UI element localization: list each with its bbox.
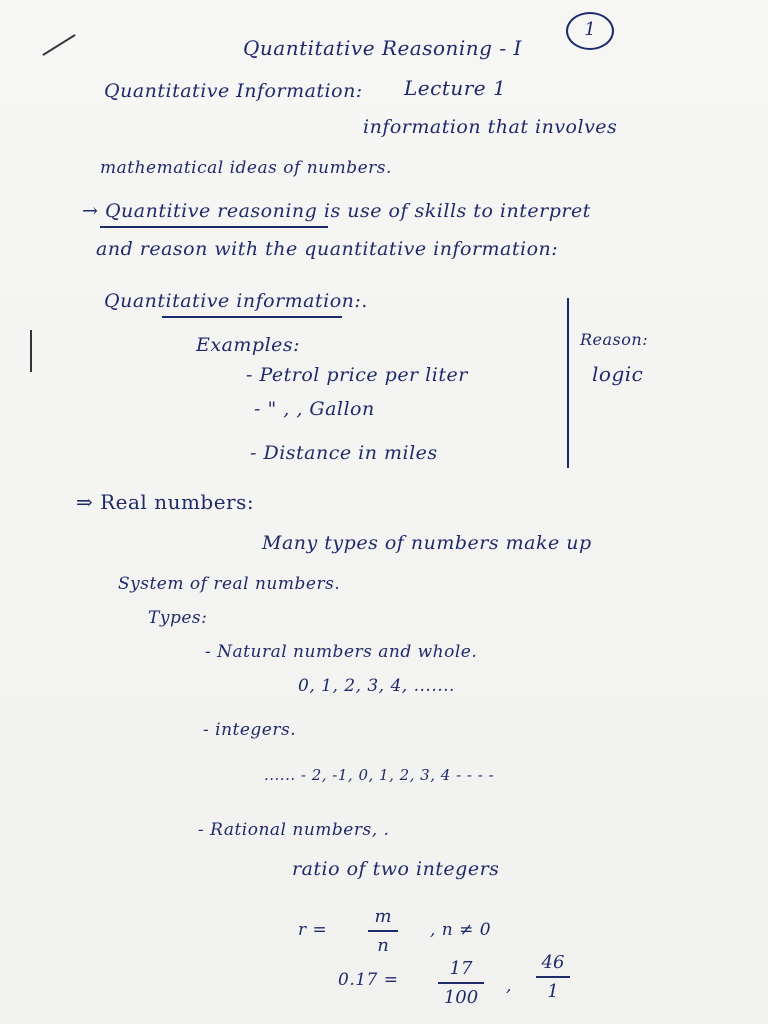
example-item: - " , , Gallon (254, 398, 375, 420)
qr-underline (100, 226, 328, 228)
fraction-46-1 (536, 952, 570, 1002)
real-numbers-line2: System of real numbers. (118, 574, 341, 594)
m-over-n-fraction (368, 906, 398, 956)
examples-label: Examples: (196, 334, 301, 356)
fraction-denominator: 100 (443, 987, 479, 1008)
integers-label: - integers. (203, 720, 297, 740)
page-number: 1 (584, 19, 596, 40)
natural-values: 0, 1, 2, 3, 4, ....... (298, 676, 455, 696)
examples-heading-underline (162, 316, 342, 318)
qr-definition-line1: → Quantitive reasoning is use of skills to interpret (82, 200, 591, 222)
types-label: Types: (148, 608, 208, 628)
rational-label: - Rational numbers, . (198, 820, 390, 840)
integer-values: ...... - 2, -1, 0, 1, 2, 3, 4 - - - - (264, 766, 495, 784)
example-separator: , (506, 976, 512, 996)
real-numbers-heading: ⇒ Real numbers: (76, 490, 255, 514)
reason-value: logic (592, 362, 644, 386)
fraction-bar (536, 976, 570, 978)
page-number-circle (566, 12, 614, 50)
fraction-denominator: n (377, 935, 389, 956)
examples-heading: Quantitative information:. (104, 290, 368, 312)
r-condition: , n ≠ 0 (430, 920, 492, 940)
divider-line (567, 298, 569, 468)
section-label: Quantitative Information: (104, 80, 363, 102)
fraction-bar (438, 982, 484, 984)
fraction-bar (368, 930, 398, 932)
fraction-denominator: 1 (547, 981, 559, 1002)
page-title: Quantitative Reasoning - I (243, 36, 522, 60)
natural-numbers: - Natural numbers and whole. (205, 642, 478, 662)
rational-description: ratio of two integers (292, 858, 500, 880)
info-definition-line2: mathematical ideas of numbers. (100, 158, 392, 178)
lecture-label: Lecture 1 (404, 76, 507, 100)
fraction-17-100 (438, 958, 484, 1008)
example-lhs: 0.17 = (338, 970, 399, 990)
fraction-numerator: m (374, 906, 392, 927)
qr-definition-line2: and reason with the quantitative information: (96, 238, 559, 260)
pen-stroke-mark (42, 34, 75, 56)
fraction-numerator: 17 (449, 958, 473, 979)
example-item: - Petrol price per liter (246, 364, 468, 386)
reason-label: Reason: (580, 330, 649, 349)
fraction-numerator: 46 (541, 952, 565, 973)
real-numbers-line1: Many types of numbers make up (262, 532, 592, 554)
info-definition-line1: information that involves (363, 116, 618, 138)
r-lhs: r = (298, 920, 328, 940)
margin-mark (30, 330, 32, 372)
example-item: - Distance in miles (250, 442, 438, 464)
